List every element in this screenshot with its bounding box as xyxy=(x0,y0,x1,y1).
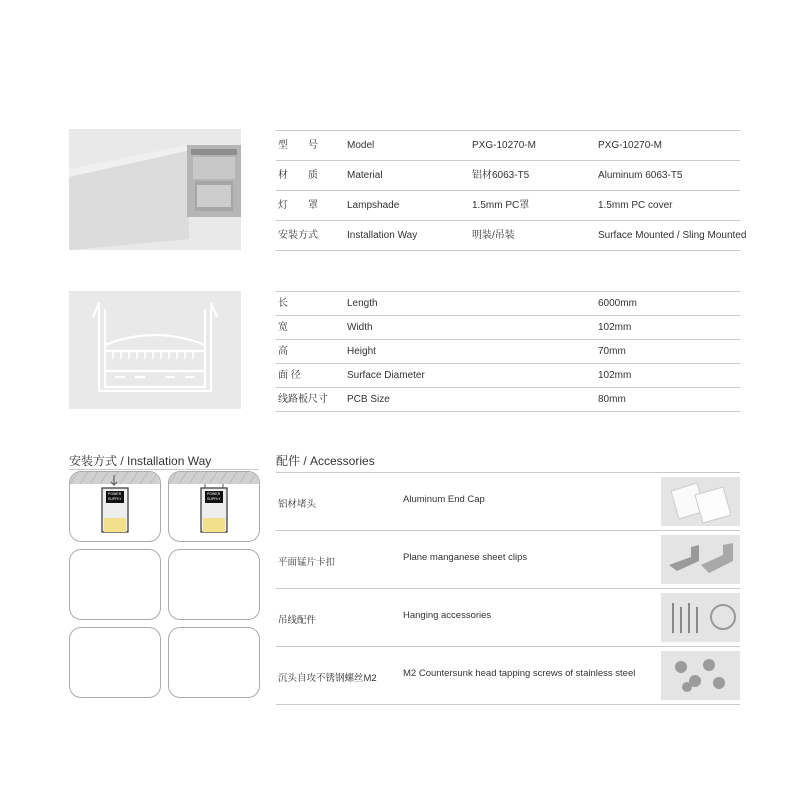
spec-table-dimensions xyxy=(276,291,740,412)
spec-row: 宽 Width 102mm xyxy=(276,315,740,339)
accessory-row: 吊线配件 Hanging accessories xyxy=(276,588,740,646)
product-photo xyxy=(69,129,241,250)
spec-row: 长 Length 6000mm xyxy=(276,291,740,315)
spec-row: 灯 罩 Lampshade 1.5mm PC罩 1.5mm PC cover xyxy=(276,190,740,220)
install-box-empty xyxy=(168,627,260,698)
install-surface-mounted: POWER SUPPLY xyxy=(69,471,161,542)
clips-image xyxy=(661,535,740,584)
spec-row: 型 号 Model PXG-10270-M PXG-10270-M xyxy=(276,130,740,160)
install-box-empty xyxy=(69,627,161,698)
spec-row: 材 质 Material 铝材6063-T5 Aluminum 6063-T5 xyxy=(276,160,740,190)
install-sling-mounted: POWER SUPPLY xyxy=(168,471,260,542)
install-box-empty xyxy=(69,549,161,620)
spec-row: 安装方式 Installation Way 明装/吊装 Surface Mounted / Sling Mounted xyxy=(276,220,740,251)
install-box-empty xyxy=(168,549,260,620)
accessory-row: 铝材堵头 Aluminum End Cap xyxy=(276,472,740,530)
profile-cross-section xyxy=(69,291,241,409)
spec-row: 面 径 Surface Diameter 102mm xyxy=(276,363,740,387)
accessories-table xyxy=(276,472,740,705)
accessory-row: 平面锰片卡扣 Plane manganese sheet clips xyxy=(276,530,740,588)
spec-row: 高 Height 70mm xyxy=(276,339,740,363)
accessories-title: 配件 / Accessories xyxy=(276,454,375,468)
spec-table-general xyxy=(276,130,747,251)
end-cap-image xyxy=(661,477,740,526)
installation-divider xyxy=(69,469,259,470)
spec-row: 线路板尺寸 PCB Size 80mm xyxy=(276,387,740,412)
installation-title: 安装方式 / Installation Way xyxy=(69,454,212,468)
hanging-accessories-image xyxy=(661,593,740,642)
accessory-row: 沉头自攻不锈钢螺丝M2 M2 Countersunk head tapping screws of stainless steel xyxy=(276,646,740,705)
screws-image xyxy=(661,651,740,700)
